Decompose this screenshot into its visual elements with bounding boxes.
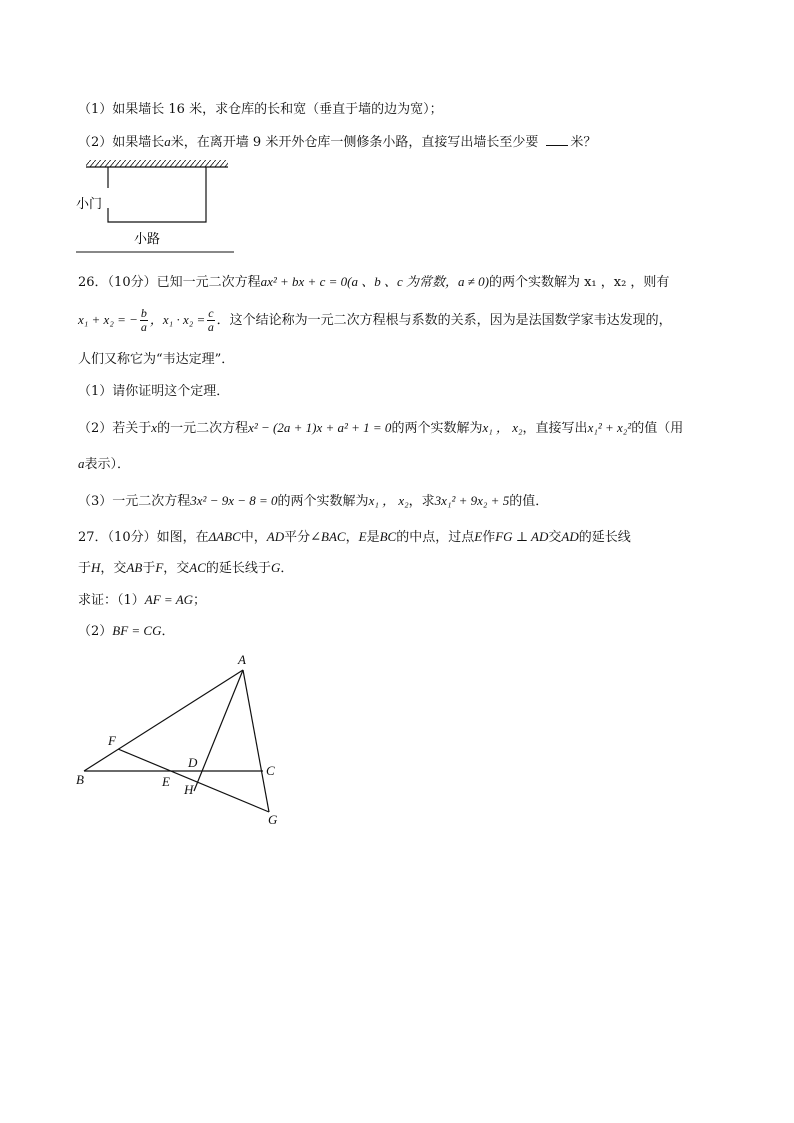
q27-statement-cont: 于H，交AB于F，交AC的延长线于G． <box>78 560 294 576</box>
fraction-c-over-a: $\frac{c}{a}$ <box>207 306 214 334</box>
label-b: B <box>76 772 84 787</box>
label-h: H <box>184 782 194 797</box>
label-c: C <box>266 763 275 778</box>
side-ac-extended <box>243 670 269 812</box>
fraction-b-over-a: $\frac{b}{a}$ <box>140 306 147 334</box>
q27-prove-1: 求证：（1）AF = AG； <box>78 592 207 608</box>
q26-part2: （2）若关于x的一元二次方程x² − (2a + 1)x + a² + 1 = 0的两个实数解为x₁ ， x₂，直接写出x₁² + x₂²的值（用 <box>78 420 684 436</box>
q26-part3: （3）一元二次方程3x² − 9x − 8 = 0的两个实数解为x₁ ， x₂，求3x₁² + 9x₂ + 5的值． <box>78 493 549 509</box>
label-f: F <box>108 733 116 748</box>
side-ab <box>84 670 243 771</box>
label-g: G <box>268 812 278 827</box>
door-label: 小门 <box>76 196 103 211</box>
triangle-figure <box>70 650 290 830</box>
label-a: A <box>238 652 246 667</box>
q26-part2-cont: a表示）． <box>78 456 131 472</box>
line-ah <box>194 670 243 791</box>
road-label: 小路 <box>134 231 161 246</box>
q26-part1: （1）请你证明这个定理． <box>78 384 230 399</box>
q27-prove-2: （2）BF = CG． <box>78 623 175 639</box>
warehouse-figure <box>74 156 244 256</box>
q26-vieta-formulas: x₁ + x₂ = − $\frac{b}{a}$ ，x₁ · x₂ = $\frac{c}{a}$ ．这个结论称为一元二次方程根与系数的关系，因为是法国数学家韦达发现的， <box>78 306 672 334</box>
label-e: E <box>162 774 170 789</box>
answer-blank <box>546 133 568 146</box>
q26-statement: 26．（10分）已知一元二次方程ax² + bx + c = 0(a 、b 、c 为常数，a ≠ 0)的两个实数解为 x₁ ，x₂ ，则有 <box>78 274 670 290</box>
q26-statement-end: 人们又称它为“韦达定理”． <box>78 352 235 367</box>
label-d: D <box>188 755 198 770</box>
q25-part1: （1）如果墙长 16 米，求仓库的长和宽（垂直于墙的边为宽）； <box>78 102 443 117</box>
q27-statement: 27．（10分）如图，在ΔABC中，AD平分∠BAC，E是BC的中点，过点E作FG ⊥ AD交AD的延长线 <box>78 529 631 545</box>
warehouse-outline-2 <box>108 167 206 222</box>
q25-part2: （2）如果墙长a米，在离开墙 9 米开外仓库一侧修条小路，直接写出墙长至少要 米？ <box>78 134 597 150</box>
wall-hatch <box>86 160 228 167</box>
